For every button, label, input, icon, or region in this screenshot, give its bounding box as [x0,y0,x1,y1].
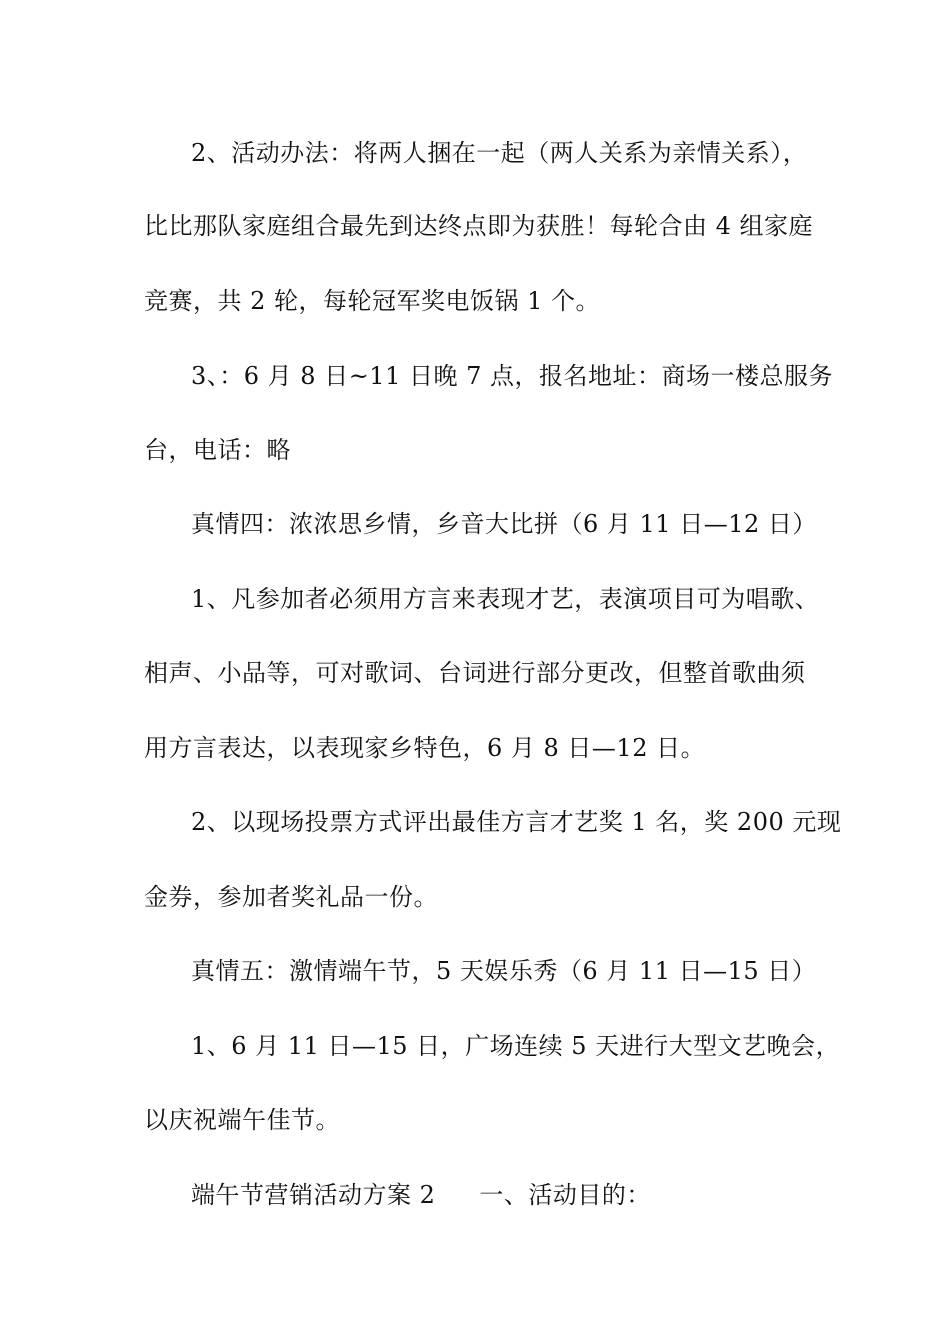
paragraph-line: 2、活动办法：将两人捆在一起（两人关系为亲情关系）， [191,139,808,167]
plan-section-title: 一、活动目的： [479,1181,651,1209]
paragraph-line: 竞赛，共 2 轮，每轮冠军奖电饭锅 1 个。 [144,287,601,315]
paragraph-line: 用方言表达，以表现家乡特色，6 月 8 日—12 日。 [144,734,706,762]
paragraph-line: 2、以现场投票方式评出最佳方言才艺奖 1 名，奖 200 元现 [191,808,842,836]
plan-title: 端午节营销活动方案 2 [191,1181,436,1209]
plan-heading-line [191,1179,861,1211]
paragraph-line: 比比那队家庭组合最先到达终点即为获胜！每轮合由 4 组家庭 [144,212,814,240]
paragraph-line: 1、6 月 11 日—15 日，广场连续 5 天进行大型文艺晚会， [191,1032,841,1060]
section-heading: 真情五：激情端午节，5 天娱乐秀（6 月 11 日—15 日） [191,957,817,985]
paragraph-line: 相声、小品等，可对歌词、台词进行部分更改，但整首歌曲须 [144,659,806,687]
paragraph-line: 3、：6 月 8 日~11 日晚 7 点，报名地址：商场一楼总服务 [191,362,833,390]
section-heading: 真情四：浓浓思乡情，乡音大比拼（6 月 11 日—12 日） [191,510,817,538]
paragraph-line: 1、凡参加者必须用方言来表现才艺，表演项目可为唱歌、 [191,585,820,613]
paragraph-line: 台，电话：略 [144,436,291,464]
paragraph-line: 以庆祝端午佳节。 [144,1106,340,1134]
paragraph-line: 金券，参加者奖礼品一份。 [144,883,438,911]
